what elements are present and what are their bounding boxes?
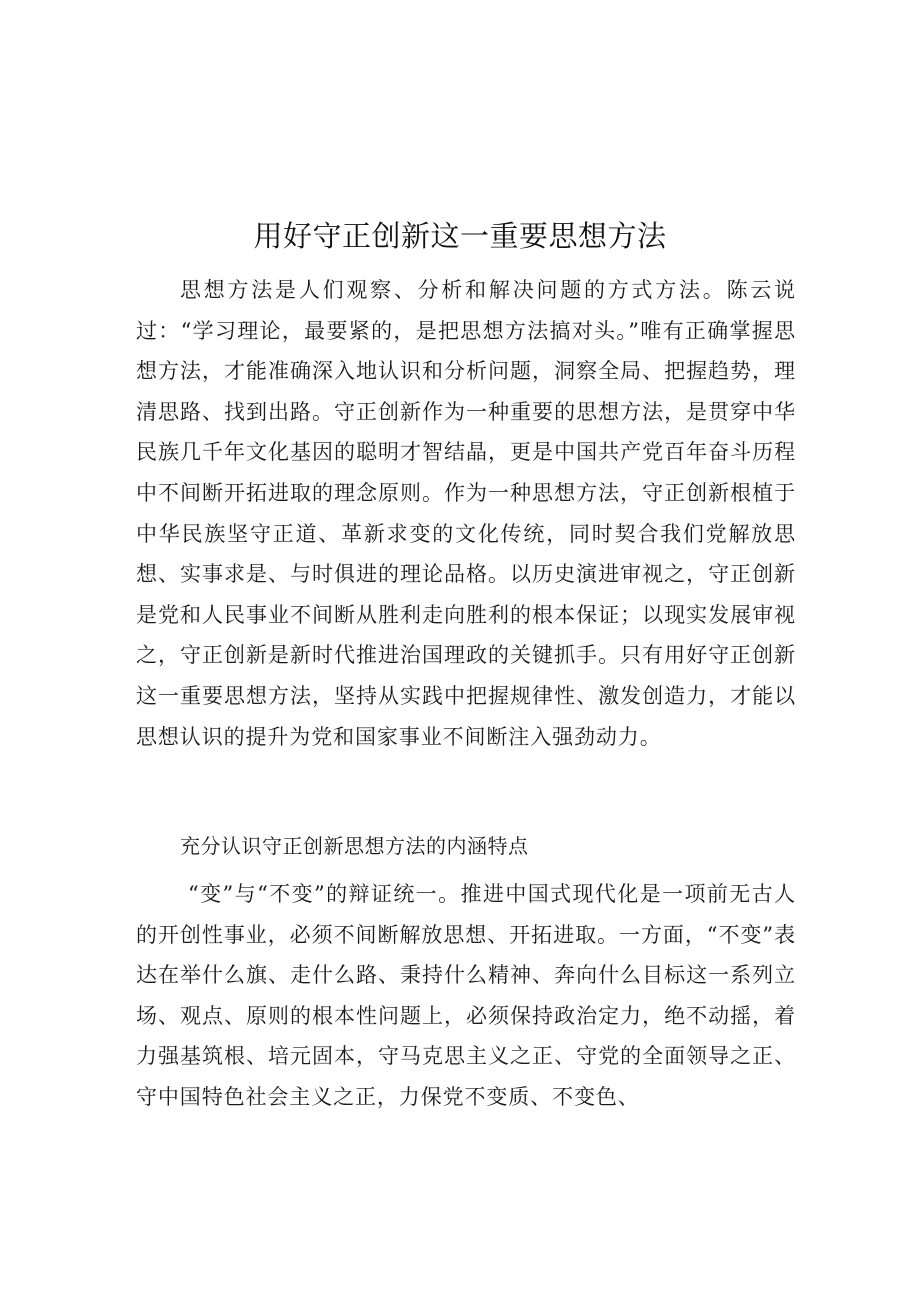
section-paragraph: “变”与“不变”的辩证统一。推进中国式现代化是一项前无古人的开创性事业，必须不间断解放思想、开拓进取。一方面，“不变”表达在举什么旗、走什么路、秉持什么精神、奔向什么目标这一系列立场、观点、原则的根本性问题上，必须保持政治定力，绝不动摇，着力强基筑根、培元固本，守马克思主义之正、守党的全面领导之正、守中国特色社会主义之正，力保党不变质、不变色、 — [136, 882, 796, 1109]
intro-paragraph: 思想方法是人们观察、分析和解决问题的方式方法。陈云说过：“学习理论，最要紧的，是把思想方法搞对头。”唯有正确掌握思想方法，才能准确深入地认识和分析问题，洞察全局、把握趋势，理清思路、找到出路。守正创新作为一种重要的思想方法，是贯穿中华民族几千年文化基因的聪明才智结晶，更是中国共产党百年奋斗历程中不间断开拓进取的理念原则。作为一种思想方法，守正创新根植于中华民族坚守正道、革新求变的文化传统，同时契合我们党解放思想、实事求是、与时俱进的理论品格。以历史演进审视之，守正创新是党和人民事业不间断从胜利走向胜利的根本保证；以现实发展审视之，守正创新是新时代推进治国理政的关键抓手。只有用好守正创新这一重要思想方法，坚持从实践中把握规律性、激发创造力，才能以思想认识的提升为党和国家事业不间断注入强劲动力。 — [136, 278, 796, 749]
section-heading: 充分认识守正创新思想方法的内涵特点 — [180, 834, 529, 858]
document-title: 用好守正创新这一重要思想方法 — [253, 219, 667, 253]
